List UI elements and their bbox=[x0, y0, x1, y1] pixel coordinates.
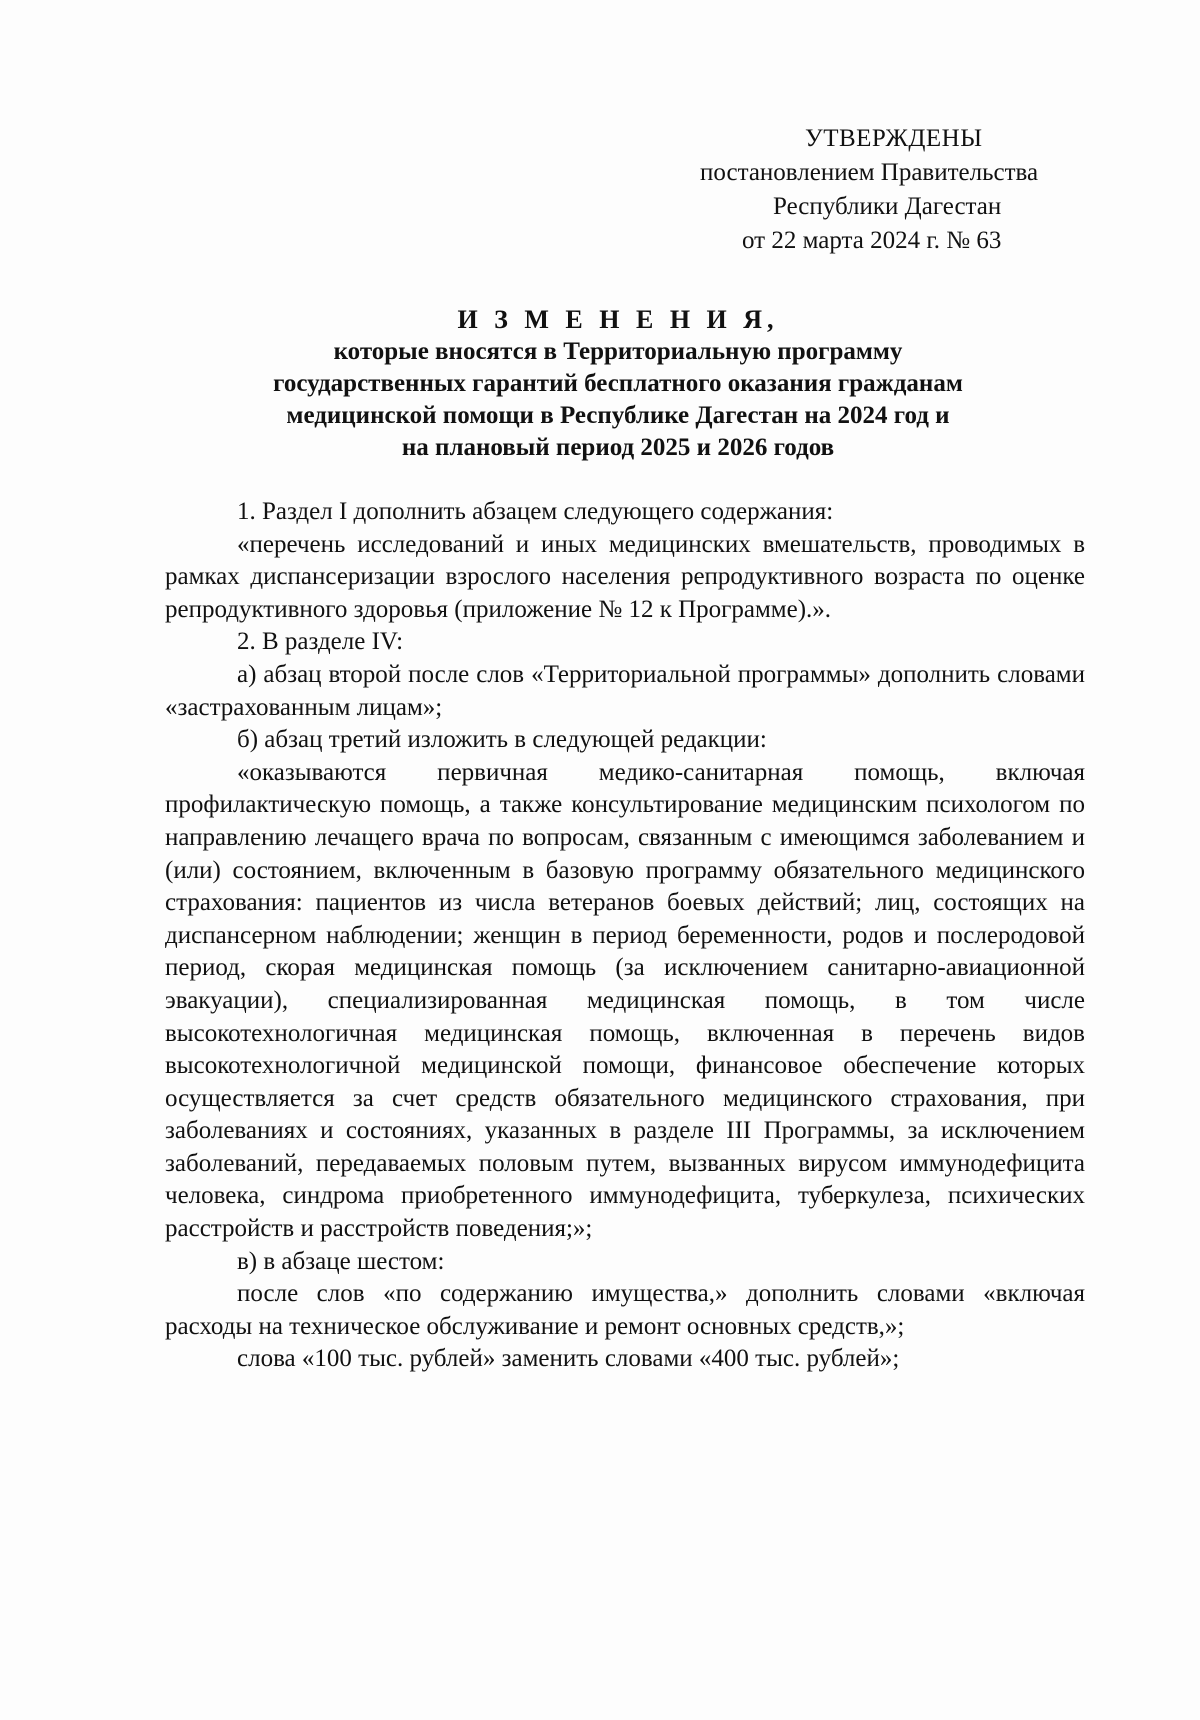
approval-stamp-block bbox=[700, 122, 1100, 258]
paragraph: «перечень исследований и иных медицинских вмешательств, проводимых в рамках диспансеризации взрослого населения репродуктивного возраста по оценке репродуктивного здоровья (приложение № 12 к Программе).». bbox=[165, 530, 1085, 623]
document-heading bbox=[150, 304, 1086, 464]
document-title: И З М Е Н Е Н И Я, bbox=[457, 305, 779, 334]
document-subtitle-line-3: медицинской помощи в Республике Дагестан на 2024 год и bbox=[286, 402, 950, 429]
approval-issuer: постановлением Правительства bbox=[700, 159, 1039, 186]
paragraph: 1. Раздел I дополнить абзацем следующего содержания: bbox=[237, 498, 834, 525]
approval-title: УТВЕРЖДЕНЫ bbox=[805, 125, 983, 152]
document-subtitle-line-1: которые вносятся в Территориальную программу bbox=[333, 338, 903, 365]
paragraph: 2. В разделе IV: bbox=[237, 628, 404, 656]
document-body bbox=[165, 496, 1085, 1376]
paragraph: слова «100 тыс. рублей» заменить словами «400 тыс. рублей»; bbox=[237, 1345, 900, 1373]
approval-date: от 22 марта 2024 г. № 63 bbox=[742, 227, 1002, 254]
paragraph: «оказываются первичная медико-санитарная помощь, включая профилактическую помощь, а также консультирование медицинским психологом по направлению лечащего врача по вопросам, связанным с имеющимся заболеванием и (или) состоянием, включенным в базовую программу обязательного медицинского страхования: пациентов из числа ветеранов боевых действий; лиц, состоящих на диспансерном наблюдении; женщин в период беременности, родов и послеродовой период, скорая медицинская помощь (за исключением санитарно-авиационной эвакуации), специализированная медицинская помощь, в том числе высокотехнологичная медицинская помощь, включенная в перечень видов высокотехнологичной медицинской помощи, финансовое обеспечение которых осуществляется за счет средств обязательного медицинского страхования, при заболеваниях и состояниях, указанных в разделе III Программы, за исключением заболеваний, передаваемых половым путем, вызванных вирусом иммунодефицита человека, синдрома приобретенного иммунодефицита, туберкулеза, психических расстройств и расстройств поведения;»; bbox=[165, 758, 1085, 1243]
document-subtitle-line-4: на плановый период 2025 и 2026 годов bbox=[401, 434, 835, 461]
paragraph: в) в абзаце шестом: bbox=[237, 1247, 445, 1275]
document-subtitle-line-2: государственных гарантий бесплатного оказания гражданам bbox=[273, 370, 963, 397]
paragraph: а) абзац второй после слов «Территориальной программы» дополнить словами «застрахованным лицам»; bbox=[165, 660, 1085, 721]
paragraph: б) абзац третий изложить в следующей редакции: bbox=[237, 726, 767, 754]
paragraph: после слов «по содержанию имущества,» дополнить словами «включая расходы на техническое обслуживание и ремонт основных средств,»; bbox=[165, 1280, 1085, 1340]
approval-region: Республики Дагестан bbox=[773, 193, 1002, 220]
